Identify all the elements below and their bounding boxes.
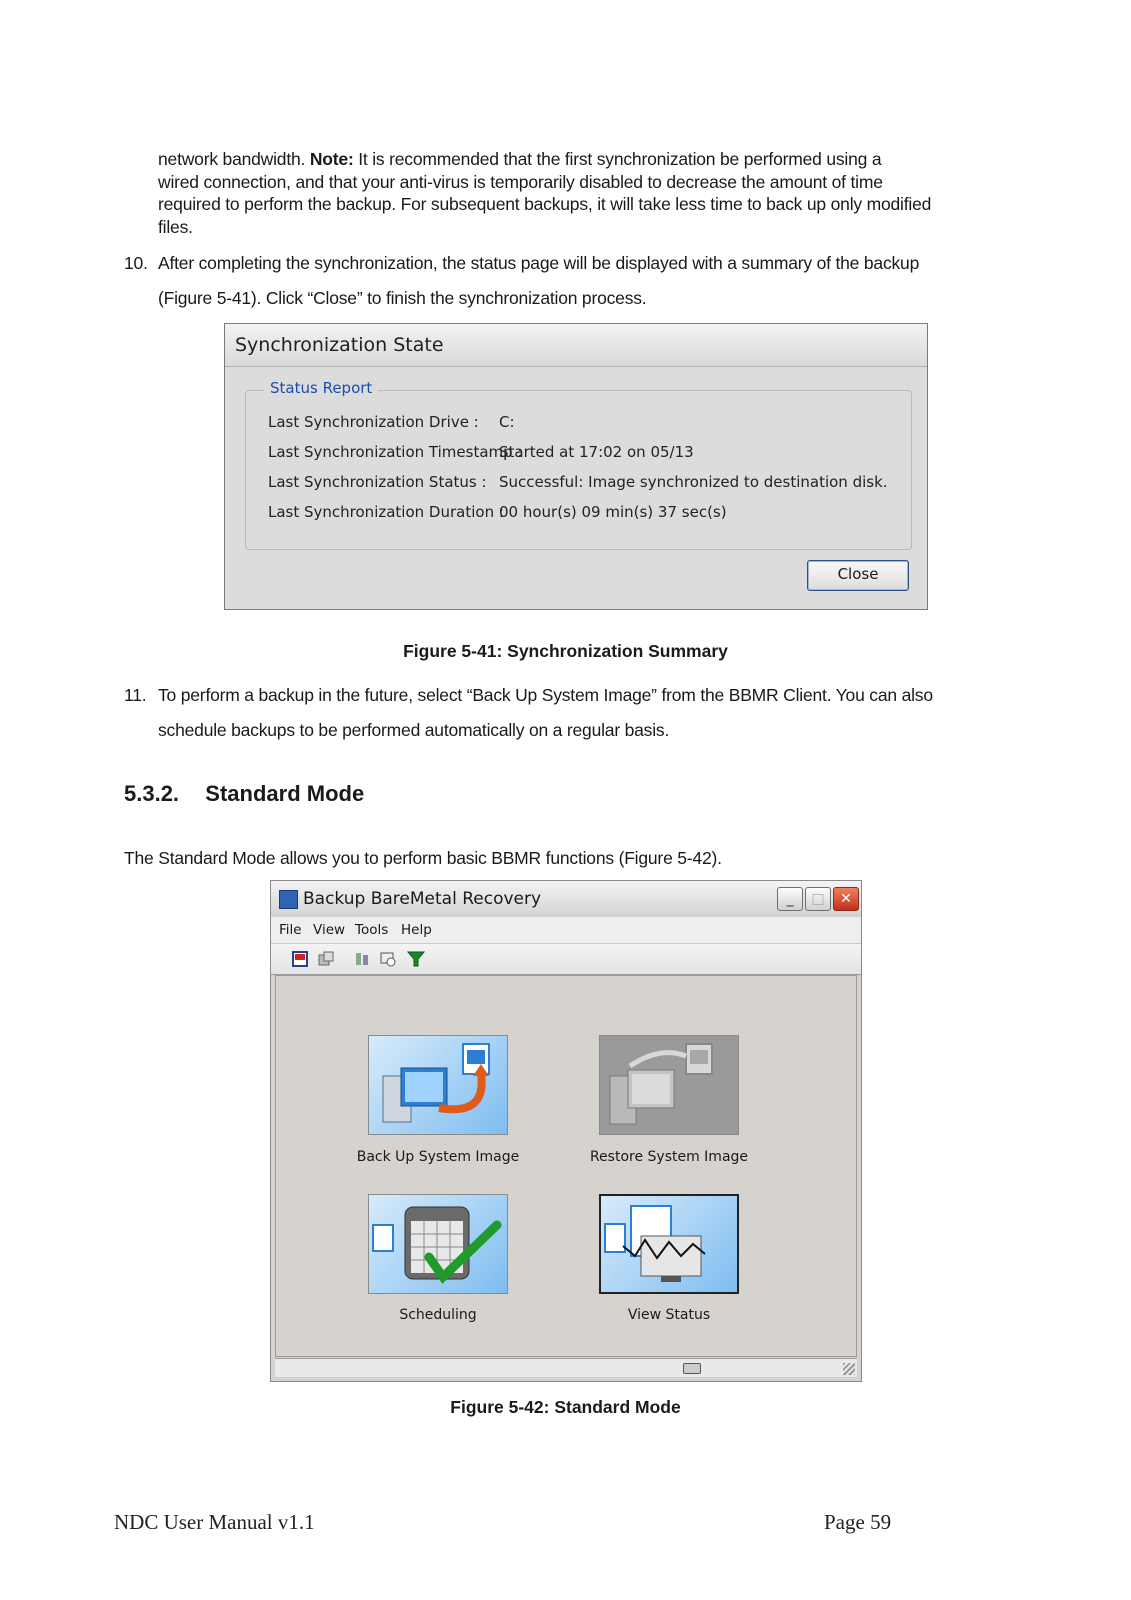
filter-icon[interactable] xyxy=(407,950,425,968)
view-status-label: View Status xyxy=(627,1307,711,1323)
restore-icon xyxy=(600,1036,738,1134)
backup-toolbar-icon[interactable] xyxy=(291,950,309,968)
bbmr-window xyxy=(270,880,862,1382)
backup-label: Back Up System Image xyxy=(356,1149,520,1165)
restore-label: Restore System Image xyxy=(589,1149,749,1165)
menu-file[interactable]: File xyxy=(279,922,302,938)
status-bar xyxy=(275,1358,857,1377)
figure-5-42-caption: Figure 5-42: Standard Mode xyxy=(450,1397,681,1417)
intro-paragraph: network bandwidth. Note: It is recommended that the first synchronization be performed using a wired connection, and that your anti-virus is temporarily disabled to decrease the amount of time required to perform the backup. For subsequent backups, it will take less time to back up only modified files. xyxy=(158,149,932,237)
scheduling-icon xyxy=(369,1195,507,1293)
section-heading xyxy=(124,781,364,807)
workspace xyxy=(275,975,857,1357)
footer-left: NDC User Manual v1.1 xyxy=(114,1510,315,1534)
menu-view[interactable]: View xyxy=(313,922,346,938)
menu-bar xyxy=(271,917,861,944)
scheduling-label: Scheduling xyxy=(399,1307,477,1323)
footer-page-number: Page 59 xyxy=(824,1510,892,1534)
section-number: 5.3.2. xyxy=(124,781,180,806)
maximize-icon[interactable]: □ xyxy=(805,887,831,911)
status-toolbar-icon[interactable] xyxy=(379,950,397,968)
restore-toolbar-icon[interactable] xyxy=(317,950,335,968)
menu-tools[interactable]: Tools xyxy=(355,922,389,938)
window-titlebar xyxy=(271,881,861,917)
step-number: 10. xyxy=(124,253,148,273)
status-report-group: Status Report Last Synchronization Drive : C: Last Synchronization Timestamp : Started at 17:02 on 05/13 Last Synchronization Status : Successful: Image synchronized to destination disk. Last Synchronization Duration : 00 hour(s) 09 min(s) 37 sec(s) xyxy=(245,390,912,550)
backup-tile[interactable] xyxy=(368,1035,508,1135)
group-title: Status Report xyxy=(264,379,378,397)
section-title: Standard Mode xyxy=(205,781,365,806)
synchronization-state-dialog xyxy=(224,323,928,610)
toolbar xyxy=(271,944,861,975)
window-title: Backup BareMetal Recovery xyxy=(303,889,542,909)
view-status-icon xyxy=(601,1196,737,1292)
resize-grip-icon[interactable] xyxy=(843,1363,855,1375)
view-status-tile[interactable] xyxy=(599,1194,739,1294)
scheduling-toolbar-icon[interactable] xyxy=(353,950,371,968)
step-10: 10. After completing the synchronization, the status page will be displayed with a summary of the backup (Figure 5-41). Click “Close” to finish the synchronization process. xyxy=(158,246,1038,316)
note-label: Note: xyxy=(309,149,354,169)
scheduling-tile[interactable] xyxy=(368,1194,508,1294)
app-icon xyxy=(279,890,298,909)
dialog-title: Synchronization State xyxy=(225,324,927,367)
step-number: 11. xyxy=(124,685,147,705)
menu-help[interactable]: Help xyxy=(401,922,432,938)
figure-5-41-caption: Figure 5-41: Synchronization Summary xyxy=(403,641,728,661)
minimize-icon[interactable]: _ xyxy=(777,887,803,911)
section-body: The Standard Mode allows you to perform basic BBMR functions (Figure 5-42). xyxy=(124,848,722,868)
restore-tile[interactable] xyxy=(599,1035,739,1135)
drive-icon xyxy=(683,1363,701,1374)
backup-icon xyxy=(369,1036,507,1134)
step-11: 11. To perform a backup in the future, select “Back Up System Image” from the BBMR Client. You can also schedule backups to be performed automatically on a regular basis. xyxy=(158,678,1038,748)
close-button[interactable]: Close xyxy=(807,560,909,591)
close-icon[interactable]: ✕ xyxy=(833,887,859,911)
